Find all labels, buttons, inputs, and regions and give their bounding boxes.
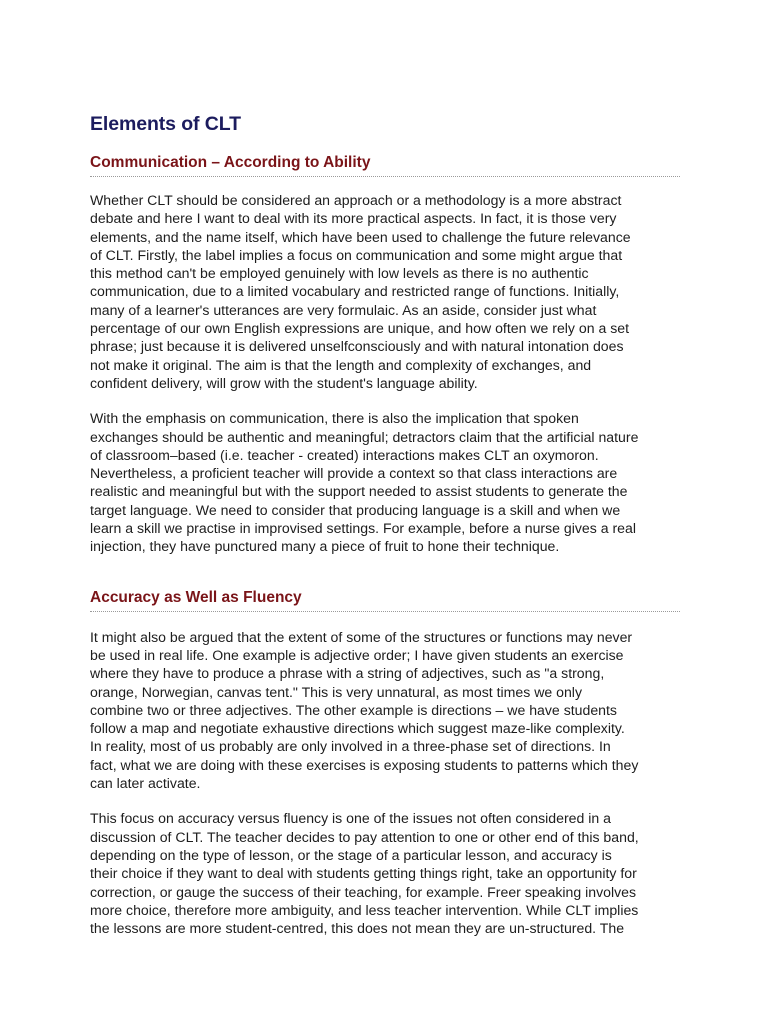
text-line: Nevertheless, a proficient teacher will provide a context so that class interactions are [90, 465, 618, 482]
text-line: target language. We need to consider that producing language is a skill and when we [90, 501, 621, 518]
text-line: injection, they have punctured many a piece of fruit to hone their technique. [90, 538, 560, 555]
paragraph [90, 809, 680, 937]
text-line: discussion of CLT. The teacher decides to pay attention to one or other end of this band, [90, 828, 639, 845]
text-line: orange, Norwegian, canvas tent." This is very unnatural, as most times we only [90, 683, 582, 700]
paragraph [90, 628, 680, 793]
section-heading: Accuracy as Well as Fluency [90, 587, 680, 612]
text-line: combine two or three adjectives. The other example is directions – we have students [90, 701, 617, 718]
text-line: fact, what we are doing with these exercises is exposing students to patterns which they [90, 756, 639, 773]
text-line: realistic and meaningful but with the support needed to assist students to generate the [90, 483, 628, 500]
text-line: phrase; just because it is delivered unselfconsciously and with natural intonation does [90, 338, 624, 355]
section-communication [90, 152, 680, 556]
section-accuracy [90, 587, 680, 938]
document-title: Elements of CLT [90, 113, 241, 135]
text-line: not make it original. The aim is that the length and complexity of exchanges, and [90, 356, 592, 373]
text-line: their choice if they want to deal with students getting things right, take an opportunity for [90, 865, 637, 882]
text-line: follow a map and negotiate exhaustive directions which suggest maze-like complexity. [90, 720, 625, 737]
text-line: correction, or gauge the success of their teaching, for example. Freer speaking involves [90, 883, 637, 900]
text-line: where they have to produce a phrase with a string of adjectives, such as "a strong, [90, 665, 605, 682]
text-line: Whether CLT should be considered an approach or a methodology is a more abstract [90, 192, 622, 208]
paragraph [90, 191, 680, 392]
text-line: elements, and the name itself, which have been used to challenge the future relevance [90, 228, 631, 245]
text-line: debate and here I want to deal with its more practical aspects. In fact, it is those very [90, 210, 617, 227]
text-line: of classroom–based (i.e. teacher - created) interactions makes CLT an oxymoron. [90, 446, 599, 463]
text-line: be used in real life. One example is adjective order; I have given students an exercise [90, 646, 624, 663]
text-line: percentage of our own English expressions are unique, and how often we rely on a set [90, 320, 630, 337]
text-line: can later activate. [90, 775, 201, 792]
text-line: of CLT. Firstly, the label implies a focus on communication and some might argue that [90, 246, 623, 263]
text-line: confident delivery, will grow with the student's language ability. [90, 374, 478, 391]
text-line: many of a learner's utterances are very formulaic. As an aside, consider just what [90, 301, 597, 318]
text-line: the lessons are more student-centred, this does not mean they are un-structured. The [90, 920, 625, 937]
text-line: more choice, therefore more ambiguity, and less teacher intervention. While CLT implies [90, 901, 639, 918]
document-page [90, 110, 680, 937]
text-line: this method can't be employed genuinely with low levels as there is no authentic [90, 265, 589, 282]
text-line: learn a skill we practise in improvised settings. For example, before a nurse gives a real [90, 520, 636, 537]
text-line: communication, due to a limited vocabulary and restricted range of functions. Initially, [90, 283, 620, 300]
text-line: It might also be argued that the extent of some of the structures or functions may never [90, 628, 633, 645]
text-line: With the emphasis on communication, there is also the implication that spoken [90, 410, 579, 427]
text-line: This focus on accuracy versus fluency is one of the issues not often considered in a [90, 810, 611, 827]
section-heading: Communication – According to Ability [90, 152, 680, 177]
text-line: In reality, most of us probably are only involved in a three-phase set of directions. In [90, 738, 611, 755]
paragraph [90, 409, 680, 555]
text-line: depending on the type of lesson, or the stage of a particular lesson, and accuracy is [90, 846, 612, 863]
text-line: exchanges should be authentic and meaningful; detractors claim that the artificial nature [90, 428, 639, 445]
